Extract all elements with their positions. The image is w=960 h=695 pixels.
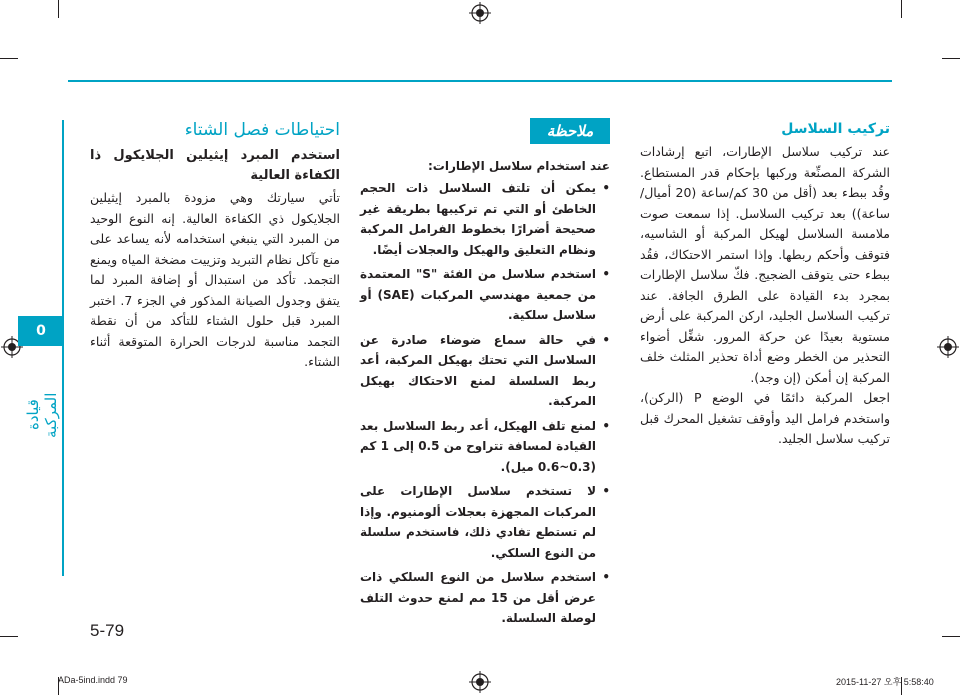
list-item: • استخدم سلاسل من النوع السلكي ذات عرض أقل من 15 مم لمنع حدوث التلف لوصلة السلسلة. bbox=[360, 567, 610, 629]
registration-mark-icon bbox=[469, 671, 491, 693]
left-column bbox=[90, 118, 340, 373]
side-rule bbox=[62, 120, 64, 316]
registration-mark-icon bbox=[469, 2, 491, 24]
file-slug: ADa-5ind.indd 79 bbox=[58, 675, 128, 685]
crop-mark bbox=[58, 0, 59, 18]
list-item: • لمنع تلف الهيكل، أعد ربط السلاسل بعد القيادة لمسافة تتراوح من 0.5 إلى 1 كم (0.3~0.6 ميل). bbox=[360, 416, 610, 478]
paragraph: عند تركيب سلاسل الإطارات، اتبع إرشادات الشركة المصنِّعة وركبها بإحكام قدر المستطاع. وقُد ببطء بعد (أقل من 30 كم/ساعة (20 أميال/ساعة)) بعد تركيب السلاسل. إذا سمعت صوت ملامسة السلاسل لهيكل المركبة أو الشاسيه، فتوقف وأحكم ربطها. وإذا استمر الاحتكاك، فقُد ببطء حتى يتوقف الضجيج. فكّ سلاسل الإطارات بمجرد بدء القيادة على الطرق الجافة. عند تركيب السلاسل الجليد، اركن المركبة على أرض مستوية بعيدًا عن حركة المرور. شغِّل أضواء التحذير من الخطر وضع أداة تحذير المثلث خلف المركبة إن أمكن (إن وجد). bbox=[640, 144, 891, 385]
right-column bbox=[640, 118, 890, 450]
paragraph: تأتي سيارتك وهي مزودة بالمبرد إيثيلين الجلايكول ذي الكفاءة العالية. إنه النوع الوحيد من المبرد التي ينبغي استخدامه لأنه يساعد على منع تآكل نظام التبريد وتزييت مضخة المياه ويمنع التجمد. تأكد من استبدال أو إضافة المبرد لما يتفق وجدول الصيانة المذكور في الجزء 7. اختبر المبرد قبل حلول الشتاء للتأكد من أن نقطة التجمد مناسبة لدرجات الحرارة المتوقعة أثناء الشتاء. bbox=[90, 190, 340, 369]
chapter-label: قيادة المركبة bbox=[24, 392, 60, 438]
crop-mark bbox=[0, 58, 18, 59]
page-number: 5-79 bbox=[90, 621, 125, 640]
header-rule bbox=[68, 80, 892, 82]
paragraph: اجعل المركبة دائمًا في الوضع P (الركن)، واستخدم فرامل اليد وأوقف تشغيل المحرك قبل تركيب سلاسل الجليد. bbox=[640, 390, 890, 446]
crop-mark bbox=[0, 636, 18, 637]
note-header bbox=[360, 118, 610, 152]
crop-mark bbox=[942, 58, 960, 59]
subheading: استخدم المبرد إيثيلين الجلايكول ذا الكفاءة العالية bbox=[90, 148, 340, 183]
section-heading: احتياطات فصل الشتاء bbox=[184, 120, 340, 140]
crop-mark bbox=[942, 636, 960, 637]
chapter-tab: 0 bbox=[18, 316, 64, 346]
list-item: • لا تستخدم سلاسل الإطارات على المركبات المجهزة بعجلات ألومنيوم. وإذا لم تستطع تفادي ذلك، فاستخدم سلسلة من النوع السلكي. bbox=[360, 481, 610, 563]
side-rule bbox=[62, 346, 64, 576]
list-item: • يمكن أن تلتف السلاسل ذات الحجم الخاطئ أو التي تم تركيبها بطريقة غير صحيحة أضرارًا بخطوط الفرامل المركبة ونظام التعليق والهيكل والعجلات أيضًا. bbox=[360, 178, 610, 260]
note-intro: عند استخدام سلاسل الإطارات: bbox=[427, 159, 610, 173]
middle-column bbox=[360, 118, 610, 633]
section-heading: تركيب السلاسل bbox=[781, 121, 890, 137]
date-slug: 2015-11-27 오후 5:58:40 bbox=[836, 677, 934, 687]
list-item: • في حالة سماع ضوضاء صادرة عن السلاسل التي تحتك بهيكل المركبة، أعد ربط السلسلة لمنع الاحتكاك بهيكل المركبة. bbox=[360, 330, 610, 412]
note-label: ملاحظة bbox=[530, 118, 610, 144]
note-list bbox=[360, 178, 610, 629]
list-item: • استخدم سلاسل من الفئة "S" المعتمدة من جمعية مهندسي المركبات (SAE) أو سلاسل سلكية. bbox=[360, 264, 610, 326]
registration-mark-icon bbox=[937, 336, 959, 358]
crop-mark bbox=[901, 0, 902, 18]
